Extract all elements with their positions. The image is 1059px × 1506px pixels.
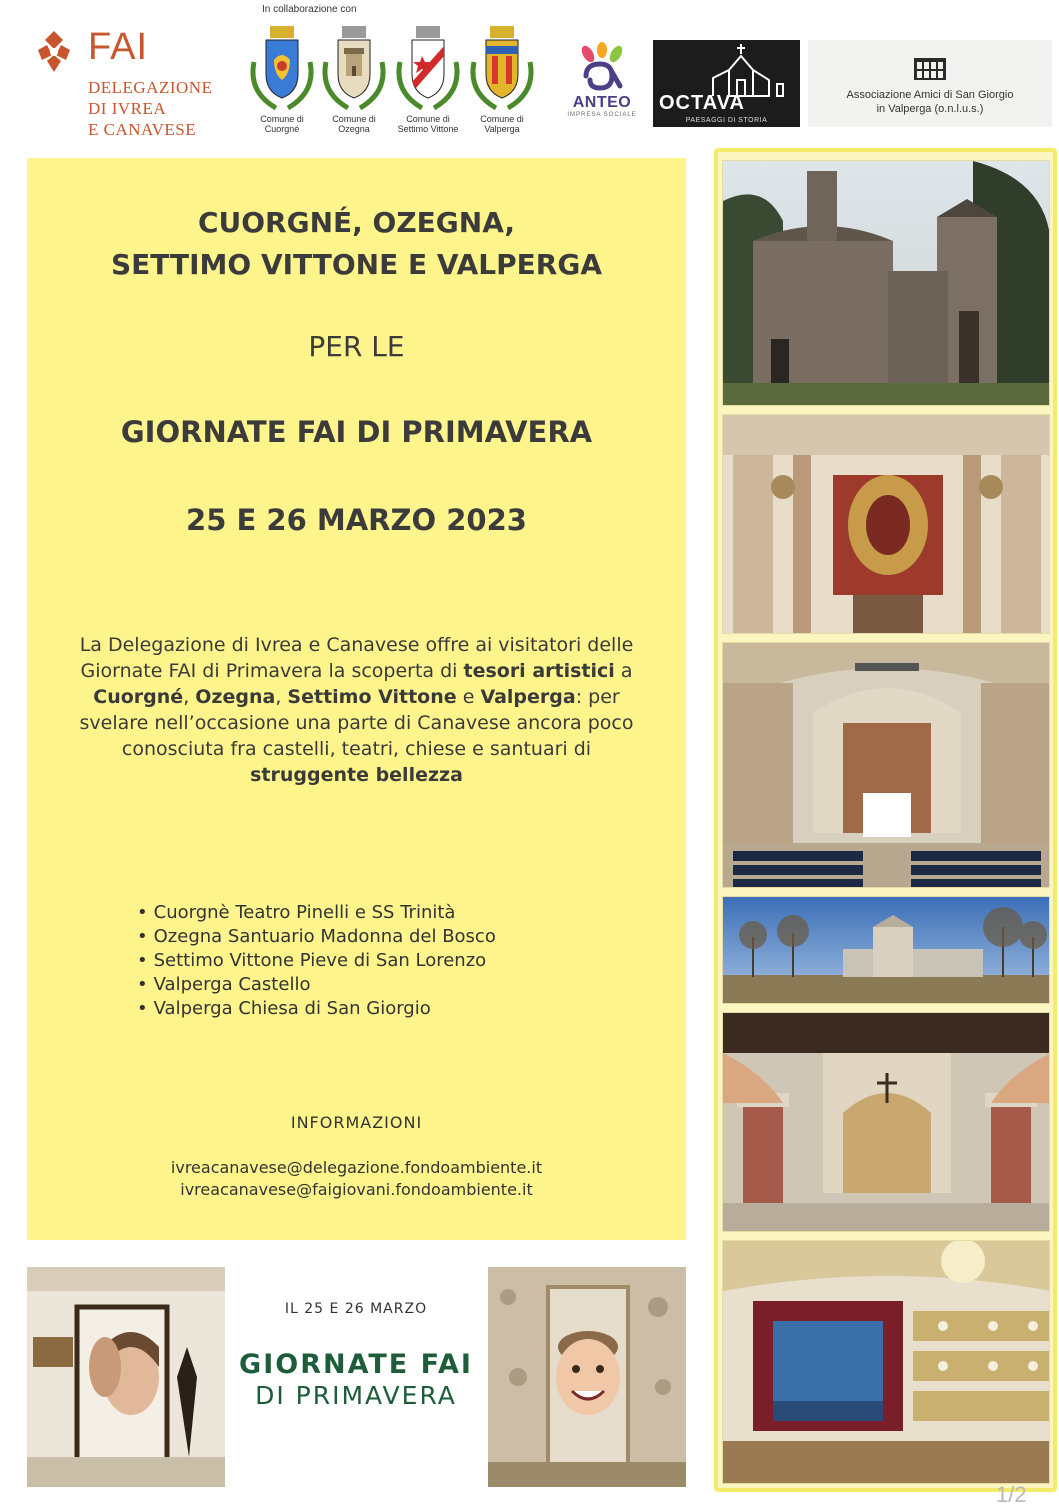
fai-delegation-line: DI IVREA bbox=[88, 99, 167, 118]
list-item: • Settimo Vittone Pieve di San Lorenzo bbox=[137, 949, 496, 973]
sites-list bbox=[137, 901, 496, 1021]
crest-ozegna bbox=[316, 22, 392, 142]
church-exterior-image bbox=[723, 161, 1050, 406]
banner-photo-couple bbox=[27, 1267, 225, 1487]
baroque-interior-image bbox=[723, 415, 1050, 634]
photo-church-nave bbox=[722, 642, 1050, 888]
photo-theatre bbox=[722, 1240, 1050, 1484]
info-heading: INFORMAZIONI bbox=[290, 1113, 423, 1132]
theatre-image bbox=[723, 1241, 1050, 1484]
collaboration-caption: In collaborazione con bbox=[262, 4, 357, 15]
coat-of-arms-icon bbox=[246, 22, 318, 112]
list-item: • Cuorgnè Teatro Pinelli e SS Trinità bbox=[137, 901, 496, 925]
event-date: 25 E 26 MARZO 2023 bbox=[186, 503, 527, 537]
crest-label: Comune di Cuorgné bbox=[260, 114, 304, 134]
photo-church-exterior bbox=[722, 160, 1050, 406]
email-faigiovani-link[interactable]: ivreacanavese@faigiovani.fondoambiente.it bbox=[180, 1180, 533, 1199]
fai-delegation-line: E CANAVESE bbox=[88, 120, 197, 139]
crest-settimo-vittone bbox=[390, 22, 466, 142]
page-number: 1/2 bbox=[996, 1482, 1027, 1506]
anteo-subtitle: IMPRESA SOCIALE bbox=[567, 112, 637, 118]
octava-logo bbox=[653, 40, 800, 127]
list-item: • Valperga Chiesa di San Giorgio bbox=[137, 997, 496, 1021]
fai-delegation-line: DELEGAZIONE bbox=[88, 78, 213, 97]
list-item: • Ozegna Santuario Madonna del Bosco bbox=[137, 925, 496, 949]
per-le-text: PER LE bbox=[308, 330, 405, 363]
anteo-name: ANTEO bbox=[572, 94, 632, 111]
photo-romanesque-nave bbox=[722, 1012, 1050, 1232]
intro-paragraph: La Delegazione di Ivrea e Canavese offre ai visitatori delle Giornate FAI di Primavera la scoperta di tesori artistici a Cuorgné, Ozegna, Settimo Vittone e Valperga: per svelare nell’occasione una parte di Canavese ancora poco conosciuta fra castelli, teatri, chiese e santuari di struggente bellezza bbox=[79, 634, 634, 786]
banner-date: IL 25 E 26 MARZO bbox=[284, 1301, 428, 1317]
romanesque-nave-image bbox=[723, 1013, 1050, 1232]
fai-wordmark: FAI bbox=[88, 26, 149, 68]
octava-subtitle: PAESAGGI DI STORIA bbox=[685, 117, 768, 124]
email-delegazione-link[interactable]: ivreacanavese@delegazione.fondoambiente.it bbox=[170, 1158, 543, 1177]
fai-logo-mark-icon bbox=[30, 28, 78, 76]
coat-of-arms-icon bbox=[392, 22, 464, 112]
banner-title-line2: DI PRIMAVERA bbox=[255, 1381, 457, 1410]
crest-label: Comune di Valperga bbox=[480, 114, 524, 134]
towns-title-line1: CUORGNÉ, OZEGNA, bbox=[197, 206, 516, 239]
banner-photo-child bbox=[488, 1267, 686, 1487]
coat-of-arms-icon bbox=[466, 22, 538, 112]
anteo-logo bbox=[560, 42, 644, 122]
crest-valperga bbox=[464, 22, 540, 142]
couple-doorway-image bbox=[27, 1267, 225, 1487]
towns-title-line2: SETTIMO VITTONE E VALPERGA bbox=[110, 248, 603, 281]
child-frame-image bbox=[488, 1267, 686, 1487]
event-info-panel bbox=[27, 158, 686, 1240]
anteo-logo-icon bbox=[572, 42, 632, 92]
building-facade-icon bbox=[913, 56, 947, 82]
photo-baroque-interior bbox=[722, 414, 1050, 634]
crest-label: Comune di Ozegna bbox=[332, 114, 376, 134]
sanctuary-landscape-image bbox=[723, 897, 1050, 1004]
photo-sanctuary-landscape bbox=[722, 896, 1050, 1004]
coat-of-arms-icon bbox=[318, 22, 390, 112]
crest-label: Comune di Settimo Vittone bbox=[397, 114, 459, 134]
banner-title-line1: GIORNATE FAI bbox=[239, 1349, 473, 1380]
octava-name: OCTAVA bbox=[659, 92, 745, 114]
fai-logo bbox=[30, 28, 230, 143]
amici-san-giorgio-logo bbox=[808, 40, 1052, 127]
amici-caption: Associazione Amici di San Giorgio in Valperga (o.n.l.u.s.) bbox=[846, 89, 1014, 115]
crest-cuorgne bbox=[244, 22, 320, 142]
church-nave-image bbox=[723, 643, 1050, 888]
event-title: GIORNATE FAI DI PRIMAVERA bbox=[120, 415, 593, 449]
list-item: • Valperga Castello bbox=[137, 973, 496, 997]
